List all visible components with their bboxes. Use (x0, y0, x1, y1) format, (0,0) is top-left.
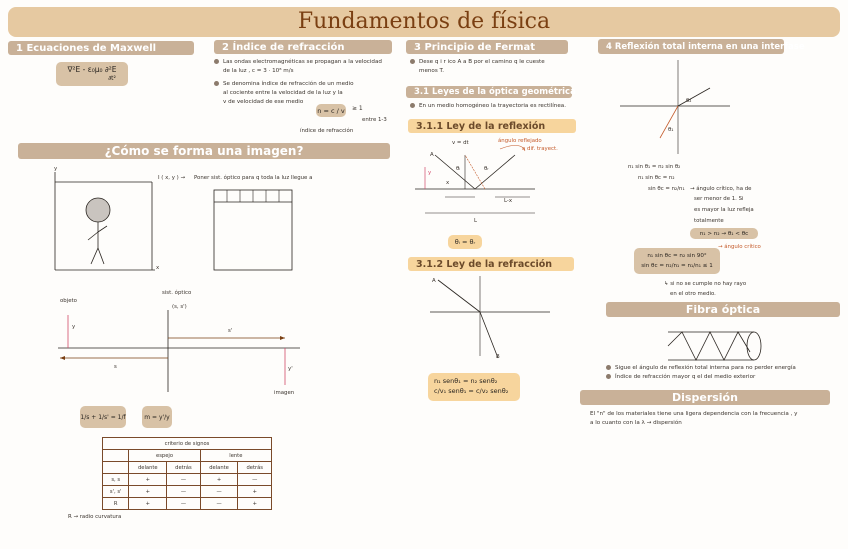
imagen-label: imagen (274, 390, 295, 396)
fermat-text (410, 58, 590, 76)
label-A-refr: A (432, 278, 436, 284)
tir-note1: ↳ si no se cumple no hay rayo (664, 281, 747, 287)
fibra-diagram (664, 326, 776, 366)
header-reflexion-total: 4 Reflexión total interna en una interfase (598, 39, 784, 54)
tir-critico: → ángulo crítico, ha de (690, 186, 752, 192)
signos-title: criterio de signos (103, 438, 272, 450)
table-cell: — (200, 486, 238, 498)
signos-col-0: delante (129, 462, 167, 474)
signos-table (102, 437, 272, 510)
magnification-formula: m = y'/y (142, 406, 172, 428)
title-banner (8, 7, 840, 37)
incident-ray (435, 155, 475, 189)
figure-arm-right (98, 226, 107, 232)
label-L: L (474, 218, 478, 224)
radio-curvatura: R → radio curvatura (68, 514, 122, 520)
tir-cond: n₁ > n₂ → θ₁ < θc (690, 228, 758, 239)
refraccion-entre: entre 1-3 (362, 117, 387, 123)
fibra-text (606, 364, 846, 382)
fermat-bullet: Dese q i r ico A a B por el camino q le cueste (410, 58, 590, 67)
signos-col-2: delante (200, 462, 238, 474)
label-angulo-reflejado: ángulo reflejado (498, 138, 542, 144)
table-cell: — (167, 474, 200, 486)
table-cell: + (200, 474, 238, 486)
signos-group-lente: lente (200, 450, 271, 462)
refracted-ray (480, 312, 498, 358)
dispersion-text (590, 410, 846, 428)
table-cell: — (238, 474, 272, 486)
table-cell: — (200, 498, 238, 510)
signos-col-1: detrás (167, 462, 200, 474)
tir-ser-menor: ser menor de 1. Si (694, 196, 744, 202)
tir-eq1: n₁ sin θ₁ = n₂ sin θ₂ (628, 164, 681, 170)
tir-note2: en el otro medio. (670, 291, 716, 297)
tir-box (634, 248, 720, 274)
signos-col-3: detrás (238, 462, 272, 474)
table-row (103, 486, 272, 498)
reflected-ray (475, 155, 515, 189)
header-ley-reflexion: 3.1.1 Ley de la reflexión (408, 119, 576, 133)
label-y: y (428, 170, 432, 176)
maxwell-formula (56, 62, 128, 86)
refraccion-indice-label: índice de refracción (300, 128, 354, 134)
refraccion-line-4: al cociente entre la velocidad de la luz y la (223, 90, 343, 96)
label-theta-i: θᵢ (456, 166, 461, 172)
table-cell: + (238, 498, 272, 510)
object-y-label: y (72, 324, 76, 330)
fibra-bullet-2: Índice de refracción mayor q el del medio exterior (606, 373, 846, 382)
tir-diagram (620, 58, 740, 158)
table-cell: + (129, 486, 167, 498)
refraccion-diagram (420, 272, 560, 372)
label-x: x (446, 180, 450, 186)
refraccion-bullet-2: Se denomina índice de refracción de un medio (214, 80, 400, 89)
row-label: s', s' (103, 486, 129, 498)
maxwell-formula-top: ∇²E - ε₀μ₀ ∂²E (67, 65, 117, 74)
refraccion-text (214, 58, 400, 107)
axis-x-label: x (156, 265, 160, 271)
label-dif-trayect: a dif. trayect. (522, 146, 558, 152)
table-cell: + (238, 486, 272, 498)
tir-box-1: n₁ sin θc = n₂ sin 90° (647, 253, 707, 259)
figure-head (86, 198, 110, 222)
header-fibra: Fibra óptica (606, 302, 840, 317)
snell-formula-2: c/v₁ senθ₁ = c/v₂ senθ₂ (434, 387, 509, 395)
tir-incident-ray (660, 106, 678, 138)
dispersion-line-1: El "n" de los materiales tiene una ligera dependencia con la frecuencia , y (590, 411, 798, 417)
fermat-line-2: menos T. (419, 68, 445, 74)
header-ley-refraccion: 3.1.2 Ley de la refracción (408, 257, 574, 271)
s-label: s (114, 364, 117, 370)
snell-formula (428, 373, 520, 401)
header-fermat: 3 Principio de Fermat (406, 40, 568, 54)
leyes-bullet: En un medio homogéneo la trayectoria es rectilínea. (410, 102, 590, 111)
table-row (103, 474, 272, 486)
tir-crit-label: → ángulo crítico (718, 244, 761, 250)
figure-arm-left (88, 232, 98, 240)
refraccion-bullet-1: Las ondas electromagnéticas se propagan a la velocidad (214, 58, 400, 67)
header-como: ¿Cómo se forma una imagen? (18, 143, 390, 159)
tir-eq2: n₁ sin θc = n₂ (638, 175, 675, 181)
y-prime-label: y' (288, 366, 293, 372)
fibra-end (747, 332, 761, 360)
table-cell: — (167, 498, 200, 510)
objeto-label: objeto (60, 298, 77, 304)
axis-y-label: y (54, 166, 58, 172)
signos-group-espejo: espejo (129, 450, 200, 462)
page-title: Fundamentos de física (297, 9, 551, 34)
label-v: v = dt (452, 140, 469, 146)
reflexion-formula: θᵢ = θᵣ (448, 235, 482, 249)
tir-eq3: sin θc = n₂/n₁ (648, 186, 685, 192)
header-dispersion: Dispersión (580, 390, 830, 405)
label-theta-r: θᵣ (484, 166, 489, 172)
fibra-zigzag (668, 332, 750, 360)
coord-label: (s, s') (172, 304, 187, 310)
figure-leg-right (98, 248, 104, 264)
label-theta2: θ₂ (686, 98, 692, 104)
dispersion-line-2: a lo cuanto con la λ → dispersión (590, 420, 682, 426)
maxwell-formula-bottom: ∂t² (108, 75, 116, 82)
como-point-label: I ( x, y ) → (158, 175, 185, 181)
label-A: A (430, 152, 434, 158)
figure-leg-left (91, 248, 98, 264)
tir-mayor: es mayor la luz refleja (694, 207, 754, 213)
table-cell: — (167, 486, 200, 498)
refraccion-formula: n = c / v (316, 104, 346, 117)
header-refraccion: 2 Índice de refracción (214, 40, 392, 54)
header-leyes-optica: 3.1 Leyes de la óptica geométrica (406, 86, 572, 98)
snell-formula-1: n₁ senθ₁ = n₂ senθ₂ (434, 377, 498, 385)
table-row (103, 498, 272, 510)
tir-refracted-ray (678, 88, 710, 106)
label-L-x: L-x (504, 198, 513, 204)
refraccion-ge-one: ≥ 1 (352, 105, 363, 112)
tir-box-2: sin θc = n₂/n₁ = n₁/n₁ ≤ 1 (641, 263, 713, 269)
label-theta1: θ₁ (668, 127, 674, 133)
s-prime-label: s' (228, 328, 233, 334)
como-sist-text: Poner sist. óptico para q toda la luz llegue a (194, 175, 313, 181)
table-cell: + (129, 474, 167, 486)
header-maxwell: 1 Ecuaciones de Maxwell (8, 41, 194, 55)
fibra-bullet-1: Sigue el ángulo de reflexión total interna para no perder energía (606, 364, 846, 373)
table-cell: + (129, 498, 167, 510)
row-label: R (103, 498, 129, 510)
incident-ray-refr (438, 280, 480, 312)
row-label: s, s (103, 474, 129, 486)
refraccion-line-2: de la luz , c = 3 · 10⁸ m/s (223, 68, 294, 74)
reflexion-diagram (405, 135, 585, 235)
sist-optico-label: sist. óptico (162, 290, 192, 296)
refraccion-line-5: v de velocidad de ese medio (223, 99, 304, 105)
label-B-refr: B (496, 354, 500, 360)
tir-totalmente: totalmente (694, 218, 724, 224)
lens-formula: 1/s + 1/s' = 1/f (80, 406, 126, 428)
